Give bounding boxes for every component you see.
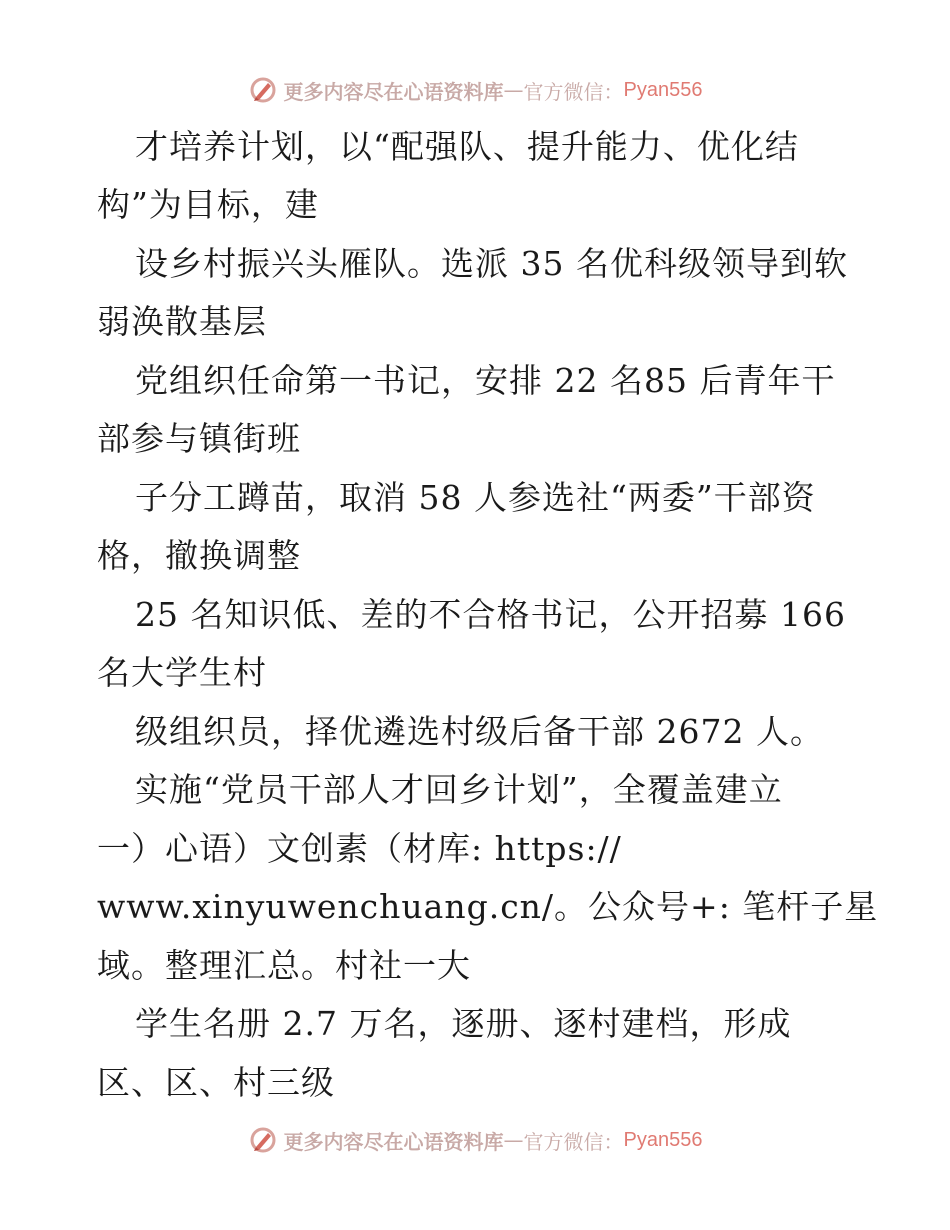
body-line-8: 格，撤换调整: [97, 536, 301, 575]
body-line-3: 设乡村振兴头雁队。选派 35 名优科级领导到软: [135, 244, 848, 283]
header-banner-id: Pyan556: [623, 78, 703, 101]
header-banner-official: 官方微信：: [523, 79, 624, 104]
footer-banner-dash: —: [503, 1128, 524, 1152]
body-line-17: 区、区、村三级: [97, 1063, 335, 1102]
body-line-13: 一）心语）文创素（材库: https://: [97, 829, 622, 868]
footer-banner-id: Pyan556: [623, 1128, 703, 1151]
body-line-1: 才培养计划，以“配强队、提升能力、优化结: [135, 127, 799, 166]
header-banner: [0, 73, 950, 107]
body-line-12: 实施“党员干部人才回乡计划”，全覆盖建立: [135, 770, 783, 809]
body-line-4: 弱涣散基层: [97, 302, 267, 341]
body-line-2: 构”为目标，建: [97, 185, 319, 224]
body-line-11: 级组织员，择优遴选村级后备干部 2672 人。: [135, 712, 824, 751]
body-line-6: 部参与镇街班: [97, 419, 301, 458]
footer-banner: [0, 1123, 950, 1157]
header-banner-text: 更多内容尽在心语资料库: [283, 79, 504, 104]
header-banner-dash: —: [503, 78, 524, 102]
body-line-7: 子分工蹲苗，取消 58 人参选社“两委”干部资: [135, 478, 816, 517]
pen-logo-icon: [248, 75, 278, 105]
body-line-15: 域。整理汇总。村社一大: [97, 946, 471, 985]
body-line-14: www.xinyuwenchuang.cn/。公众号+: 笔杆子星: [97, 887, 879, 926]
body-line-16: 学生名册 2.7 万名，逐册、逐村建档，形成: [135, 1004, 792, 1043]
body-line-9: 25 名知识低、差的不合格书记，公开招募 166: [135, 595, 846, 634]
body-line-10: 名大学生村: [97, 653, 267, 692]
footer-banner-official: 官方微信：: [523, 1129, 624, 1154]
body-line-5: 党组织任命第一书记，安排 22 名85 后青年干: [135, 361, 836, 400]
footer-banner-text: 更多内容尽在心语资料库: [283, 1129, 504, 1154]
pen-logo-icon: [248, 1125, 278, 1155]
